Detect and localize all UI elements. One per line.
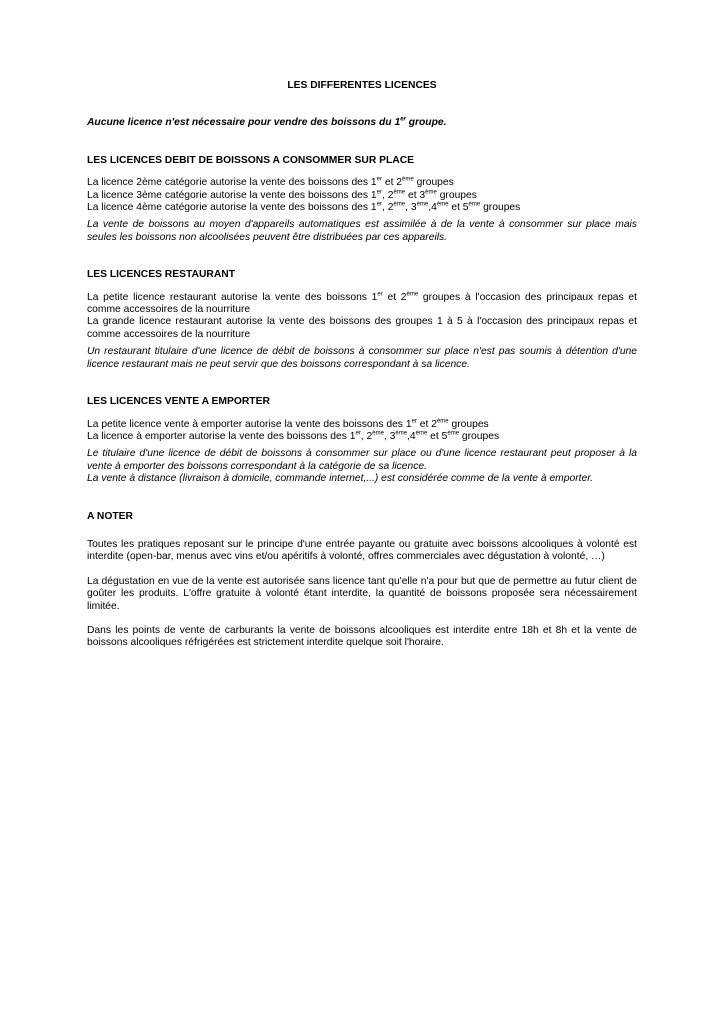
section-title-a-noter: A NOTER — [87, 510, 133, 522]
note-appareils-automatiques: La vente de boissons au moyen d'appareils automatiques est assimilée à de la vente à consommer sur place mais seules les boissons non alcoolisées peuvent être distribuées par ces appareils. — [87, 219, 637, 243]
document-page — [87, 80, 637, 650]
licence-list-emporter — [87, 419, 637, 444]
grande-licence-restaurant: La grande licence restaurant autorise la vente des boissons des groupes 1 à 5 à l'occasion des principaux repas et comme accessoires de la nourriture — [87, 316, 637, 340]
section-title-restaurant: LES LICENCES RESTAURANT — [87, 269, 235, 281]
section-title-sur-place: LES LICENCES DEBIT DE BOISSONS A CONSOMMER SUR PLACE — [87, 154, 415, 166]
petite-licence-emporter: La petite licence vente à emporter autorise la vente des boissons des 1er et 2ème groupes — [87, 418, 489, 430]
intro-statement: Aucune licence n'est nécessaire pour vendre des boissons du 1er groupe. — [87, 116, 447, 129]
note-restaurant: Un restaurant titulaire d'une licence de débit de boissons à consommer sur place n'est pas soumis à détention d'une licence restaurant mais ne peut servir que des boissons correspondant à sa licence. — [87, 346, 637, 370]
note-carburants: Dans les points de vente de carburants la vente de boissons alcooliques est interdite entre 18h et 8h et la vente de boissons alcooliques réfrigérées est strictement interdite quelque soit l'horaire. — [87, 624, 637, 649]
note-emporter-titulaire: Le titulaire d'une licence de débit de boissons à consommer sur place ou d'une licence restaurant peut proposer à la vente à emporter des boissons correspondant à la catégorie de sa licence. — [87, 448, 637, 472]
licence-3eme-line: La licence 3ème catégorie autorise la vente des boissons des 1er, 2ème et 3ème groupes — [87, 189, 477, 201]
note-vente-distance: La vente à distance (livraison à domicile, commande internet,...) est considérée comme de la vente à emporter. — [87, 473, 594, 485]
licence-4eme-line: La licence 4ème catégorie autorise la vente des boissons des 1er, 2ème, 3ème,4ème et 5ème groupes — [87, 201, 521, 214]
section-title-emporter: LES LICENCES VENTE A EMPORTER — [87, 396, 270, 408]
licence-list-sur-place — [87, 177, 637, 214]
licence-2eme-line: La licence 2ème catégorie autorise la vente des boissons des 1er et 2ème groupes — [87, 176, 454, 189]
document-title: LES DIFFERENTES LICENCES — [287, 80, 437, 91]
note-open-bar: Toutes les pratiques reposant sur le principe d'une entrée payante ou gratuite avec boissons alcooliques à volonté est interdite (open-bar, menus avec vins et/ou apéritifs à volonté, offres commerciales avec dégustation à volonté, …) — [87, 538, 637, 563]
petite-licence-restaurant: La petite licence restaurant autorise la vente des boissons 1er et 2ème groupes à l'occasion des principaux repas et comme accessoires de la nourriture — [87, 291, 637, 316]
licence-emporter: La licence à emporter autorise la vente des boissons des 1er, 2ème, 3ème,4ème et 5ème groupes — [87, 430, 500, 442]
note-degustation: La dégustation en vue de la vente est autorisée sans licence tant qu'elle n'a pour but que de permettre au futur client de goûter les produits. L'offre gratuite à volonté étant interdite, la quantité de boissons proposée sera nécessairement limitée. — [87, 575, 637, 612]
licence-list-restaurant — [87, 292, 637, 342]
